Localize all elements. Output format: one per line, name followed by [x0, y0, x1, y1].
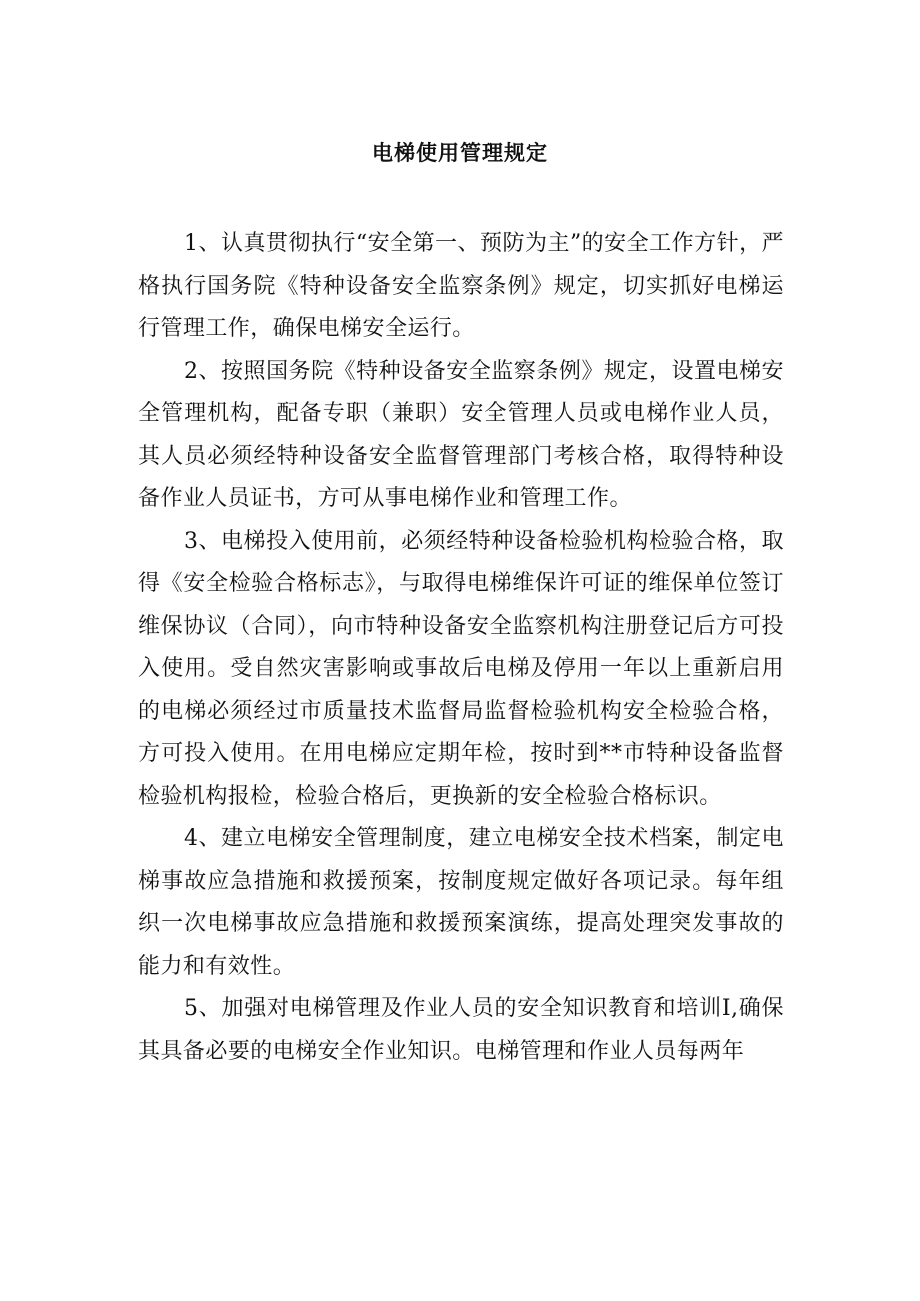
paragraph-5: 5、加强对电梯管理及作业人员的安全知识教育和培训I,确保其具备必要的电梯安全作业知识。电梯管理和作业人员每两年: [138, 996, 784, 1064]
paragraph-3: 3、电梯投入使用前，必须经特种设备检验机构检验合格，取得《安全检验合格标志》，与取得电梯维保许可证的维保单位签订维保协议（合同），向市特种设备安全监察机构注册登记后方可投入使用。受自然灾害影响或事故后电梯及停用一年以上重新启用的电梯必须经过市质量技术监督局监督检验机构安全检验合格，方可投入使用。在用电梯应定期年检，按时到**市特种设备监督检验机构报检，检验合格后，更换新的安全检验合格标识。: [138, 528, 784, 809]
paragraph-4: 4、建立电梯安全管理制度，建立电梯安全技术档案，制定电梯事故应急措施和救援预案，按制度规定做好各项记录。每年组织一次电梯事故应急措施和救援预案演练，提高处理突发事故的能力和有效性。: [138, 826, 784, 979]
document-body: [138, 223, 784, 1073]
document-title: 电梯使用管理规定: [372, 141, 548, 165]
paragraph-2: 2、按照国务院《特种设备安全监察条例》规定，设置电梯安全管理机构，配备专职（兼职）安全管理人员或电梯作业人员，其人员必须经特种设备安全监督管理部门考核合格，取得特种设备作业人员证书，方可从事电梯作业和管理工作。: [138, 358, 784, 511]
paragraph-1: 1、认真贯彻执行“安全第一、预防为主”的安全工作方针，严格执行国务院《特种设备安全监察条例》规定，切实抓好电梯运行管理工作，确保电梯安全运行。: [138, 231, 784, 341]
